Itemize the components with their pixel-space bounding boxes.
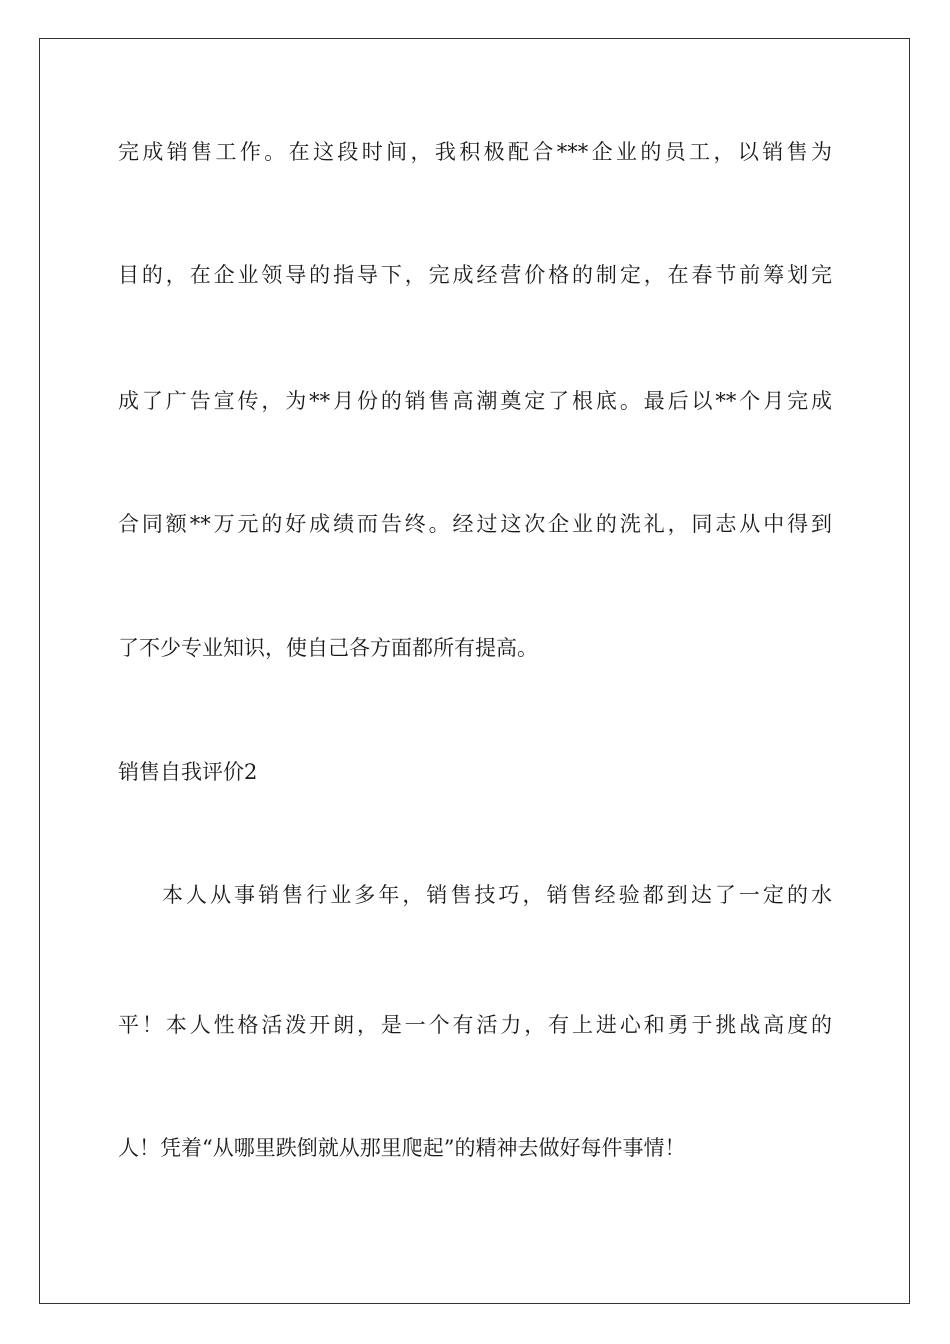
- paragraph-line: 本人从事销售行业多年，销售技巧，销售经验都到达了一定的水: [162, 883, 832, 907]
- paragraph-line: 目的，在企业领导的指导下，完成经营价格的制定，在春节前筹划完: [118, 263, 832, 287]
- paragraph-line: 平！本人性格活泼开朗，是一个有活力，有上进心和勇于挑战高度的: [118, 1013, 832, 1037]
- paragraph-line: 人！凭着“从哪里跌倒就从那里爬起”的精神去做好每件事情！: [118, 1136, 686, 1160]
- section-heading: 销售自我评价2: [118, 760, 258, 784]
- page-border: [39, 38, 910, 1304]
- paragraph-line: 完成销售工作。在这段时间，我积极配合***企业的员工，以销售为: [118, 140, 832, 164]
- paragraph-line: 合同额**万元的好成绩而告终。经过这次企业的洗礼，同志从中得到: [118, 512, 832, 536]
- paragraph-line: 了不少专业知识，使自己各方面都所有提高。: [118, 636, 538, 660]
- paragraph-line: 成了广告宣传，为**月份的销售高潮奠定了根底。最后以**个月完成: [118, 389, 832, 413]
